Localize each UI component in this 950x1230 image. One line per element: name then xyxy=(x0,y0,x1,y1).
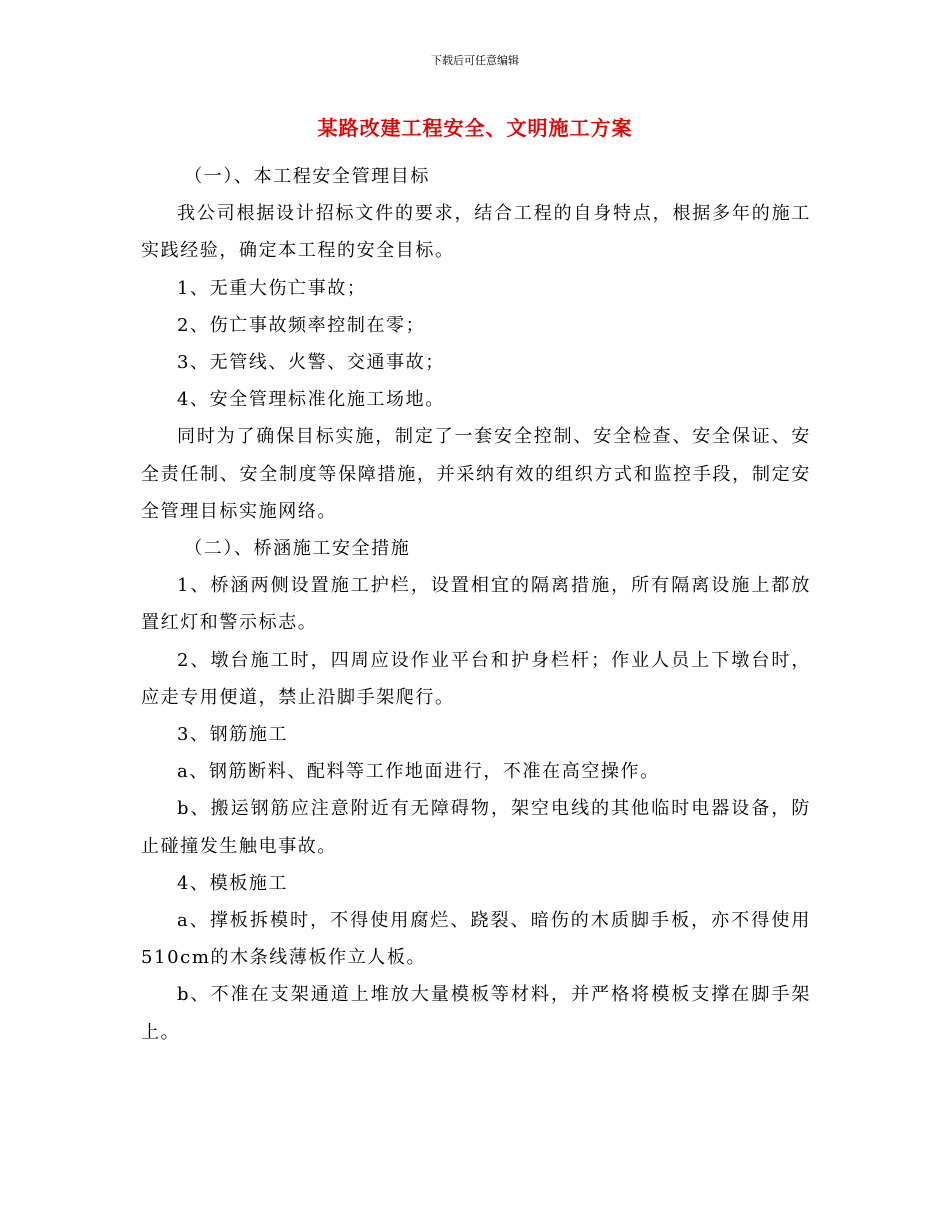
header-note: 下载后可任意编辑 xyxy=(431,54,519,67)
section-heading-1: （一）、本工程安全管理目标 xyxy=(184,166,430,187)
paragraph: 同时为了确保目标实施，制定了一套安全控制、安全检查、安全保证、安全责任制、安全制度等保障措施，并采纳有效的组织方式和监控手段，制定安全管理目标实施网络。 xyxy=(141,426,811,522)
document-body xyxy=(141,158,811,1051)
list-item: b、不准在支架通道上堆放大量模板等材料，并严格将模板支撑在脚手架上。 xyxy=(141,984,811,1043)
list-item: a、撑板拆模时，不得使用腐烂、跷裂、暗伤的木质脚手板，亦不得使用510cm的木条线薄板作立人板。 xyxy=(141,910,811,969)
list-item: a、钢筋断料、配料等工作地面进行，不准在高空操作。 xyxy=(177,761,660,783)
list-item: b、搬运钢筋应注意附近有无障碍物，架空电线的其他临时电器设备，防止碰撞发生触电事故。 xyxy=(141,798,811,857)
list-item: 2、墩台施工时，四周应设作业平台和护身栏杆；作业人员上下墩台时，应走专用便道，禁止沿脚手架爬行。 xyxy=(141,649,811,708)
paragraph: 我公司根据设计招标文件的要求，结合工程的自身特点，根据多年的施工实践经验，确定本工程的安全目标。 xyxy=(141,203,811,262)
list-item: 2、伤亡事故频率控制在零； xyxy=(177,314,426,336)
document-title: 某路改建工程安全、文明施工方案 xyxy=(317,116,633,140)
list-item: 4、模板施工 xyxy=(177,872,289,894)
list-item: 1、桥涵两侧设置施工护栏，设置相宜的隔离措施，所有隔离设施上都放置红灯和警示标志。 xyxy=(141,575,811,634)
list-item: 3、钢筋施工 xyxy=(177,724,289,746)
list-item: 4、安全管理标准化施工场地。 xyxy=(177,389,445,411)
list-item: 1、无重大伤亡事故； xyxy=(177,277,367,299)
section-heading-2: （二）、桥涵施工安全措施 xyxy=(184,538,411,560)
list-item: 3、无管线、火警、交通事故； xyxy=(177,352,445,374)
